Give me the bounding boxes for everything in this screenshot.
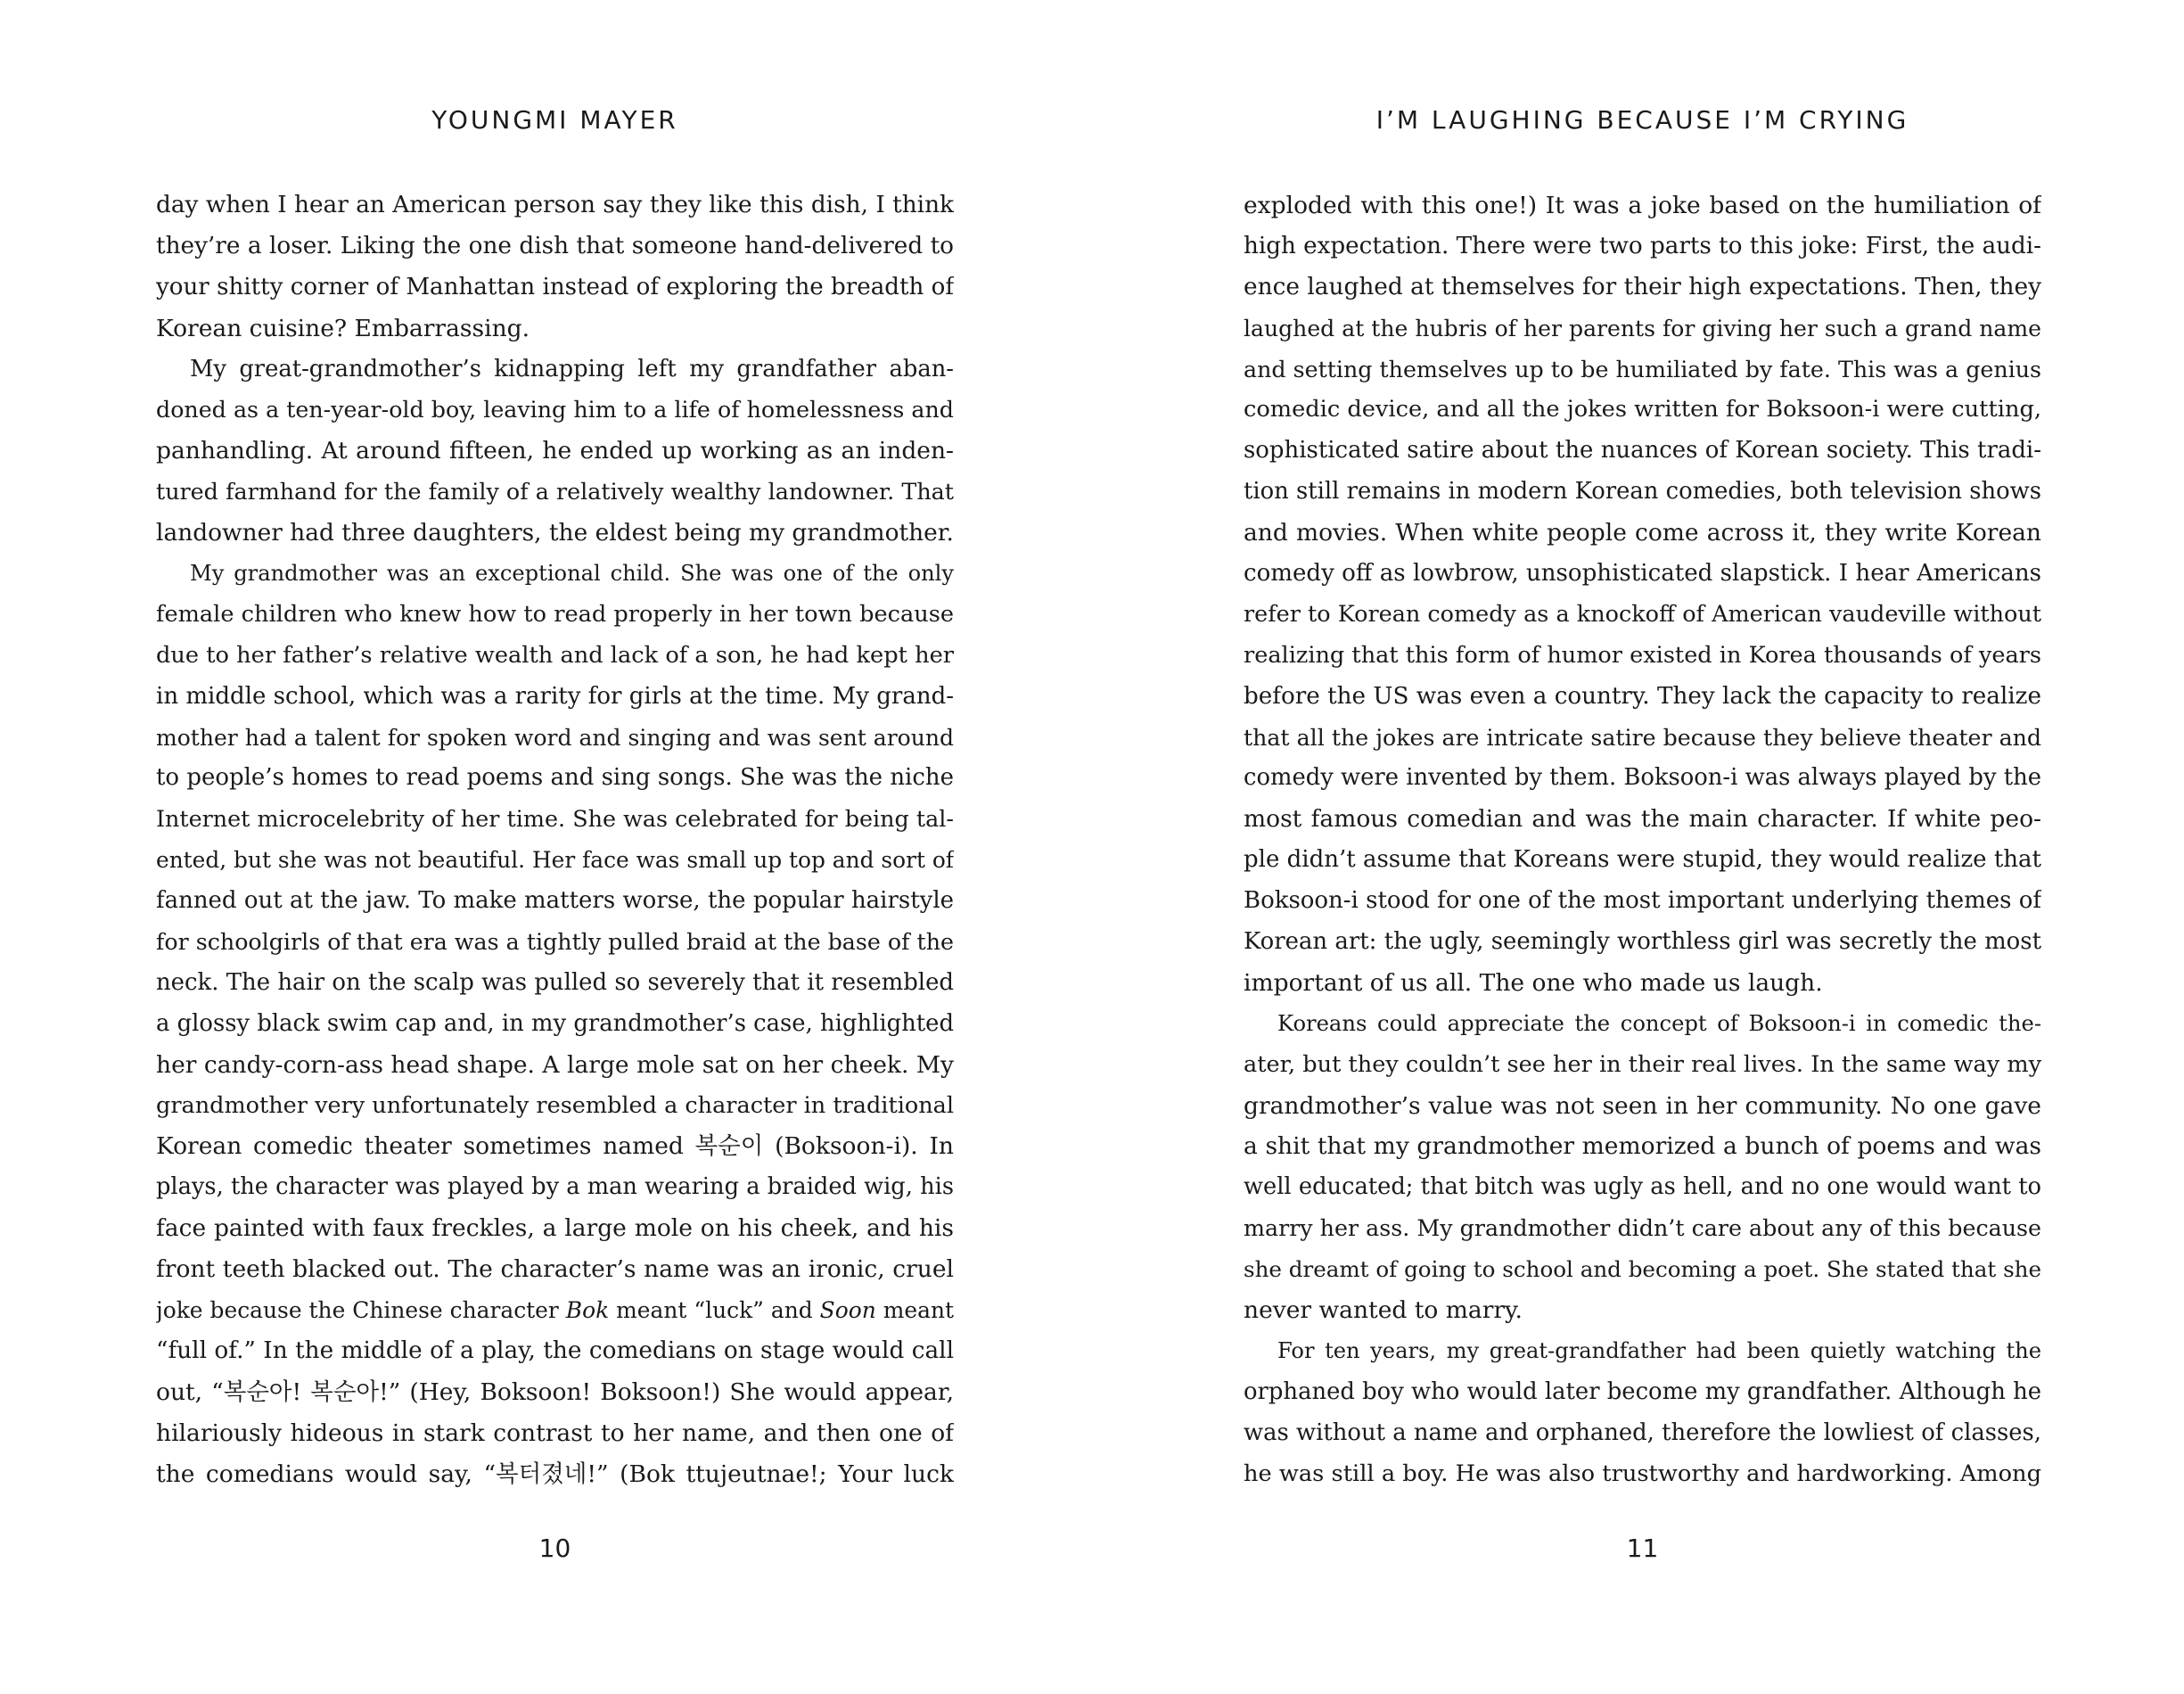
text-line: ence laughed at themselves for their high expectations. Then, they [1244,273,2041,300]
text-line: never wanted to marry. [1244,1296,1523,1325]
text-line: refer to Korean comedy as a knockoff of American vaudeville without [1244,600,2041,628]
text-line: hilariously hideous in stark contrast to her name, and then one of [156,1419,954,1447]
text-line: mother had a talent for spoken word and singing and was sent around [156,724,954,751]
page-number-right: 11 [1626,1534,1659,1563]
text-line: For ten years, my great-grandfather had been quietly watching the [1277,1337,2041,1363]
text-line: the comedians would say, “복터졌네!” (Bok ttujeutnae!; Your luck [156,1460,954,1488]
right-page [1092,0,2184,1694]
text-line: comedic device, and all the jokes written for Boksoon-i were cutting, [1244,396,2041,424]
text-line: doned as a ten-year-old boy, leaving him to a life of homelessness and [156,397,954,424]
text-line: they’re a loser. Liking the one dish that someone hand-delivered to [156,232,954,259]
text-line: My great-grandmother’s kidnapping left my grandfather aban- [190,355,954,382]
text-line: marry her ass. My grandmother didn’t care about any of this because [1244,1214,2041,1242]
text-line: due to her father’s relative wealth and lack of a son, he had kept her [156,641,954,669]
text-line: was without a name and orphaned, therefore the lowliest of classes, [1244,1419,2041,1446]
right-body-text [1244,185,2041,1495]
left-body-text [156,185,954,1495]
text-line: face painted with faux freckles, a large mole on his cheek, and his [156,1214,954,1243]
text-line: tured farmhand for the family of a relatively wealthy landowner. That [156,478,954,506]
text-line: fanned out at the jaw. To make matters worse, the popular hairstyle [156,887,954,915]
text-line: well educated; that bitch was ugly as hell, and no one would want to [1244,1173,2041,1201]
text-line: for schoolgirls of that era was a tightly pulled braid at the base of the [156,929,954,956]
text-line: front teeth blacked out. The character’s name was an ironic, cruel [156,1255,954,1284]
text-line: to people’s homes to read poems and sing songs. She was the niche [156,764,954,792]
text-line: “full of.” In the middle of a play, the comedians on stage would call [156,1336,954,1364]
text-line: before the US was even a country. They lack the capacity to realize [1244,682,2041,710]
text-line: Koreans could appreciate the concept of Boksoon-i in comedic the- [1277,1010,2041,1036]
text-line: out, “복순아! 복순아!” (Hey, Boksoon! Boksoon!) She would appear, [156,1377,954,1406]
page-number-left: 10 [538,1534,571,1563]
text-line: comedy off as lowbrow, unsophisticated slapstick. I hear Americans [1244,560,2041,588]
text-line: Internet microcelebrity of her time. She was celebrated for being tal- [156,805,954,833]
text-line: and movies. When white people come across it, they write Korean [1244,519,2041,547]
text-line: that all the jokes are intricate satire because they believe theater and [1244,724,2041,751]
running-head-title: I’M LAUGHING BECAUSE I’M CRYING [1375,105,1909,135]
text-line: plays, the character was played by a man wearing a braided wig, his [156,1173,954,1201]
text-line: ented, but she was not beautiful. Her face was small up top and sort of [156,847,954,874]
text-line: a shit that my grandmother memorized a bunch of poems and was [1244,1132,2041,1161]
text-line: Korean art: the ugly, seemingly worthless girl was secretly the most [1244,928,2041,956]
text-line: most famous comedian and was the main character. If white peo- [1244,805,2041,834]
text-line: comedy were invented by them. Boksoon-i was always played by the [1244,764,2041,792]
text-line: your shitty corner of Manhattan instead of exploring the breadth of [156,273,954,300]
text-line: panhandling. At around fifteen, he ended up working as an inden- [156,437,954,465]
text-line: landowner had three daughters, the eldest being my grandmother. [156,519,954,547]
text-line: orphaned boy who would later become my grandfather. Although he [1244,1377,2041,1405]
text-line: and setting themselves up to be humiliated by fate. This was a genius [1244,356,2041,382]
text-line: Boksoon-i stood for one of the most important underlying themes of [1244,887,2041,915]
running-head-author: YOUNGMI MAYER [431,105,678,135]
text-line: joke because the Chinese character Bok meant “luck” and Soon meant [156,1297,954,1324]
text-line: ple didn’t assume that Koreans were stupid, they would realize that [1244,846,2041,874]
text-line: grandmother very unfortunately resembled a character in traditional [156,1091,954,1119]
text-line: day when I hear an American person say they like this dish, I think [156,192,954,218]
text-line: a glossy black swim cap and, in my grandmother’s case, highlighted [156,1009,954,1037]
text-line: in middle school, which was a rarity for girls at the time. My grand- [156,682,954,710]
text-line: ater, but they couldn’t see her in their real lives. In the same way my [1244,1050,2041,1078]
text-line: her candy-corn-ass head shape. A large mole sat on her cheek. My [156,1050,954,1079]
text-line: grandmother’s value was not seen in her community. No one gave [1244,1091,2041,1120]
text-line: laughed at the hubris of her parents for giving her such a grand name [1244,315,2041,341]
text-line: high expectation. There were two parts to this joke: First, the audi- [1244,232,2041,259]
text-line: realizing that this form of humor existed in Korea thousands of years [1244,641,2041,669]
text-line: Korean cuisine? Embarrassing. [156,314,530,342]
text-line: neck. The hair on the scalp was pulled so severely that it resembled [156,968,954,996]
text-line: Korean comedic theater sometimes named 복순이 (Boksoon-i). In [156,1132,954,1161]
text-line: he was still a boy. He was also trustworthy and hardworking. Among [1244,1460,2041,1487]
text-line: exploded with this one!) It was a joke based on the humiliation of [1244,192,2041,219]
text-line: sophisticated satire about the nuances of Korean society. This tradi- [1244,437,2041,465]
text-line: she dreamt of going to school and becoming a poet. She stated that she [1244,1256,2041,1283]
text-line: tion still remains in modern Korean comedies, both television shows [1244,478,2041,506]
text-line: female children who knew how to read properly in her town because [156,600,954,628]
text-line: important of us all. The one who made us laugh. [1244,968,1823,997]
text-line: My grandmother was an exceptional child. She was one of the only [190,561,954,587]
